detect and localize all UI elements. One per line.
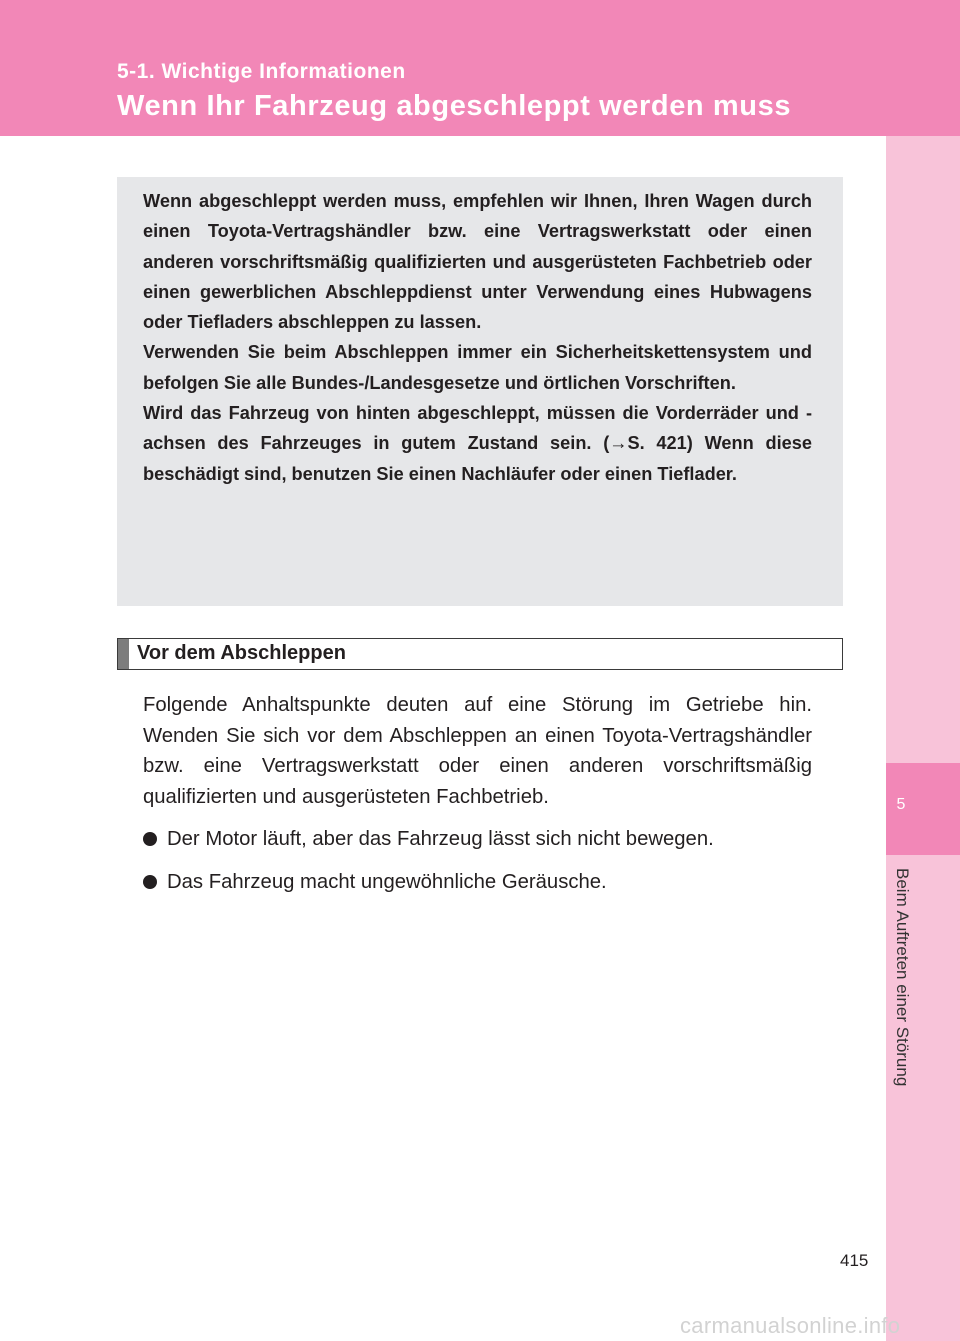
list-item (143, 867, 843, 897)
page-title: Wenn Ihr Fahrzeug abgeschleppt werden muss (117, 90, 792, 122)
page-number: 415 (840, 1251, 869, 1270)
bullet-icon (143, 832, 157, 846)
bullet-icon (143, 875, 157, 889)
chapter-number: 5 (896, 796, 906, 813)
intro-paragraph: Folgende Anhaltspunkte deuten auf eine Störung im Getriebe hin. Wenden Sie sich vor dem Abschleppen an einen Toyota-Vertragshändler bzw. eine Vertragswerkstatt oder einen anderen vorschriftsmäßig qualifizierten und ausgerüsteten Fachbetrieb. (143, 694, 812, 808)
notice-paragraph: Wird das Fahrzeug von hinten abgeschleppt, müssen die Vorderräder und -achsen des Fahrzeuges in gutem Zustand sein. (→S. 421) Wenn diese beschädigt sind, benutzen Sie einen Nachläufer oder einen Tieflader. (143, 403, 812, 484)
chapter-side-strip (886, 136, 960, 1341)
list-item-text: Der Motor läuft, aber das Fahrzeug lässt sich nicht bewegen. (167, 828, 714, 850)
chapter-name: Beim Auftreten einer Störung (893, 868, 912, 1087)
list-item (143, 824, 843, 854)
subheading-marker (118, 639, 129, 669)
subheading-box (117, 638, 843, 670)
section-label: 5-1. Wichtige Informationen (117, 60, 406, 83)
watermark: carmanualsonline.info (680, 1313, 901, 1338)
notice-paragraph: Wenn abgeschleppt werden muss, empfehlen wir Ihnen, Ihren Wagen durch einen Toyota-Vertragshändler bzw. eine Vertragswerkstatt oder einen anderen vorschriftsmäßig qualifizierten und ausgerüsteten Fachbetrieb oder einen gewerblichen Abschleppdienst unter Verwendung eines Hubwagens oder Tiefladers abschleppen zu lassen. (143, 191, 812, 333)
notice-paragraph: Verwenden Sie beim Abschleppen immer ein Sicherheitskettensystem und befolgen Sie alle Bundes-/Landesgesetze und örtlichen Vorschriften. (143, 342, 812, 393)
subheading-title: Vor dem Abschleppen (137, 642, 346, 664)
list-item-text: Das Fahrzeug macht ungewöhnliche Geräusche. (167, 871, 607, 893)
notice-text (143, 186, 812, 489)
